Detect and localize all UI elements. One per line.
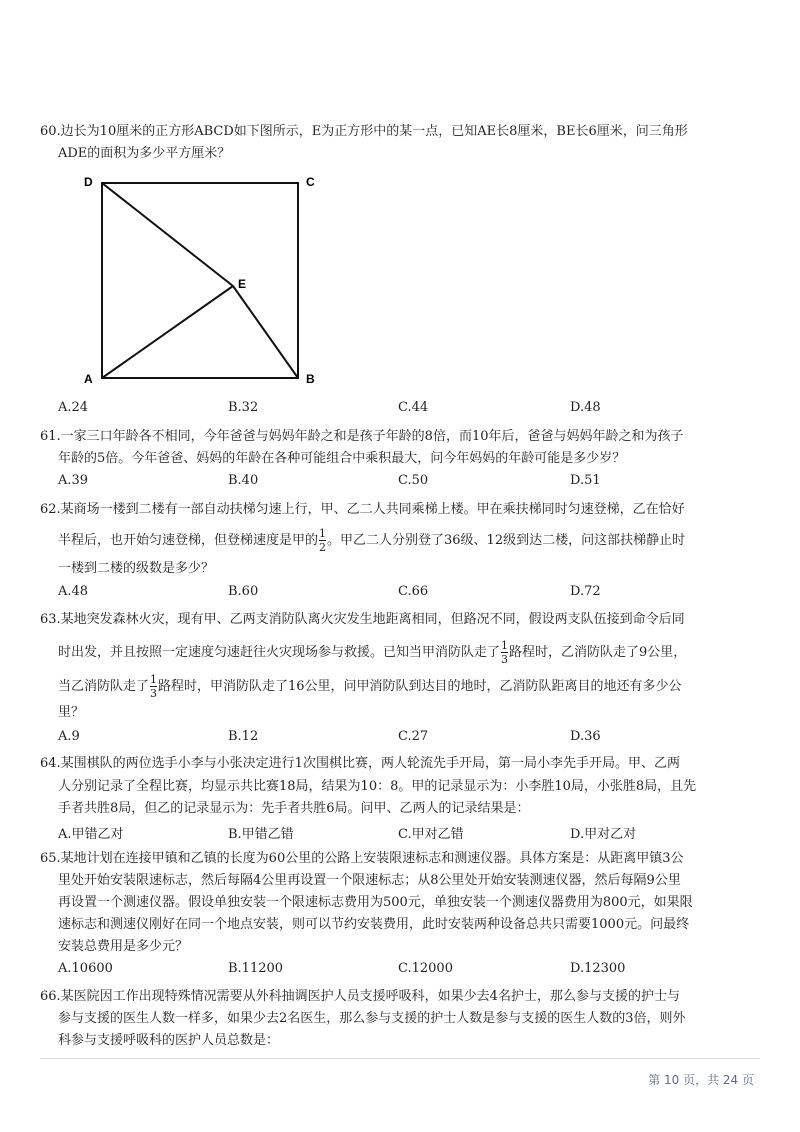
- q66-text-line3: 科参与支援呼吸科的医护人员总数是：: [58, 1033, 280, 1048]
- q65-text-line5: 安装总费用是多少元？: [58, 939, 189, 954]
- q60-option-c[interactable]: C.44: [398, 400, 429, 415]
- q64-option-b[interactable]: B.甲错乙错: [228, 827, 294, 842]
- q64-option-a[interactable]: A.甲错乙对: [58, 827, 124, 842]
- square-outline: [102, 183, 298, 378]
- vertex-b-label: B: [306, 372, 315, 386]
- segment-de: [102, 183, 233, 286]
- q63-text-line3: [58, 674, 682, 700]
- q62-text-line2b: 。甲乙二人分别登了36级、12级到达二楼，问这部扶梯静止时: [327, 533, 686, 548]
- q62-option-c[interactable]: C.66: [398, 584, 429, 599]
- q62-option-b[interactable]: B.60: [228, 584, 259, 599]
- q62-option-d[interactable]: D.72: [570, 584, 601, 599]
- q60-option-b[interactable]: B.32: [228, 400, 259, 415]
- fraction-numerator: 1: [319, 527, 327, 540]
- q62-text-line2: [58, 528, 685, 554]
- q62-text-line1: 62.某商场一楼到二楼有一部自动扶梯匀速上行，甲、乙二人共同乘梯上楼。甲在乘扶梯同时匀速登梯，乙在恰好: [40, 502, 685, 517]
- q65-option-a[interactable]: A.10600: [58, 961, 113, 976]
- q63-text-line1: 63.某地突发森林火灾，现有甲、乙两支消防队离火灾发生地距离相同，但路况不同，假设两支队伍接到命令后同: [40, 612, 685, 627]
- q62-option-a[interactable]: A.48: [58, 584, 89, 599]
- segment-be: [233, 286, 298, 378]
- q64-text-line1: 64.某围棋队的两位选手小李与小张决定进行1次围棋比赛，两人轮流先手开局，第一局小李先手开局。甲、乙两: [40, 756, 680, 771]
- q63-options: [58, 729, 758, 749]
- q60-text-line2: ADE的面积为多少平方厘米？: [58, 146, 231, 161]
- fraction-numerator: 1: [501, 639, 509, 652]
- vertex-a-label: A: [84, 372, 93, 386]
- q61-option-c[interactable]: C.50: [398, 473, 429, 488]
- fraction-one-third: [150, 674, 157, 699]
- fraction-one-third: [501, 640, 508, 665]
- q64-text-line3: 手者共胜8局，但乙的记录显示为：先手者共胜6局。问甲、乙两人的记录结果是：: [58, 801, 530, 816]
- q64-option-d[interactable]: D.甲对乙对: [570, 827, 637, 842]
- q65-text-line2: 里处开始安装限速标志，然后每隔4公里再设置一个限速标志；从8公里处开始安装测速仪器，然后每隔9公里: [58, 873, 681, 888]
- fraction-numerator: 1: [150, 673, 158, 686]
- segment-ae: [102, 286, 233, 378]
- q65-option-d[interactable]: D.12300: [570, 961, 626, 976]
- fraction-denominator: 3: [150, 687, 158, 700]
- q60-options: [58, 400, 758, 420]
- q62-options: [58, 584, 758, 604]
- page-number: 第 10 页，共 24 页: [648, 1073, 754, 1087]
- q63-text-line3b: 路程时，甲消防队走了16公里，问甲消防队到达目的地时，乙消防队距离目的地还有多少公: [158, 679, 682, 694]
- fraction-denominator: 3: [501, 653, 509, 666]
- fraction-denominator: 2: [319, 541, 327, 554]
- q63-option-d[interactable]: D.36: [570, 729, 601, 744]
- q63-option-a[interactable]: A.9: [58, 729, 80, 744]
- q61-text-line1: 61.一家三口年龄各不相同，今年爸爸与妈妈年龄之和是孩子年龄的8倍，而10年后，爸爸与妈妈年龄之和为孩子: [40, 429, 684, 444]
- q60-text-line1: 60.边长为10厘米的正方形ABCD如下图所示，E为正方形中的某一点，已知AE长8厘米，BE长6厘米，问三角形: [40, 124, 688, 139]
- q60-option-a[interactable]: A.24: [58, 400, 89, 415]
- q65-text-line1: 65.某地计划在连接甲镇和乙镇的长度为60公里的公路上安装限速标志和测速仪器。具体方案是：从距离甲镇3公: [40, 851, 684, 866]
- q64-text-line2: 人分别记录了全程比赛，均显示共比赛18局，结果为10：8。甲的记录显示为：小李胜10局，小张胜8局，且先: [58, 779, 697, 794]
- q66-text-line1: 66.某医院因工作出现特殊情况需要从外科抽调医护人员支援呼吸科，如果少去4名护士，那么参与支援的护士与: [40, 989, 680, 1004]
- q63-text-line2: [58, 640, 686, 666]
- vertex-d-label: D: [84, 175, 93, 189]
- q61-option-b[interactable]: B.40: [228, 473, 259, 488]
- q61-options: [58, 473, 758, 493]
- q65-option-b[interactable]: B.11200: [228, 961, 284, 976]
- q61-text-line2: 年龄的5倍。今年爸爸、妈妈的年龄在各种可能组合中乘积最大，问今年妈妈的年龄可能是多少岁？: [58, 451, 626, 466]
- q63-option-b[interactable]: B.12: [228, 729, 259, 744]
- vertex-c-label: C: [306, 175, 315, 189]
- q63-text-line3a: 当乙消防队走了: [58, 679, 150, 694]
- q64-option-c[interactable]: C.甲对乙错: [398, 827, 464, 842]
- q65-option-c[interactable]: C.12000: [398, 961, 453, 976]
- q63-text-line2b: 路程时，乙消防队走了9公里，: [509, 645, 687, 660]
- q61-option-d[interactable]: D.51: [570, 473, 601, 488]
- q66-text-line2: 参与支援的医生人数一样多，如果少去2名医生，那么参与支援的护士人数是参与支援的医生人数的3倍，则外: [58, 1011, 686, 1026]
- square-abcd-figure: [76, 172, 316, 392]
- q61-option-a[interactable]: A.39: [58, 473, 89, 488]
- point-e-label: E: [238, 277, 247, 291]
- q63-option-c[interactable]: C.27: [398, 729, 429, 744]
- q65-text-line4: 速标志和测速仪刚好在同一个地点安装，则可以节约安装费用，此时安装两种设备总共只需要1000元。问最终: [58, 917, 690, 932]
- q65-text-line3: 再设置一个测速仪器。假设单独安装一个限速标志费用为500元，单独安装一个测速仪器费用为800元，如果限: [58, 895, 693, 910]
- q60-option-d[interactable]: D.48: [570, 400, 601, 415]
- q62-text-line2a: 半程后，也开始匀速登梯，但登梯速度是甲的: [58, 533, 319, 548]
- fraction-one-half: [319, 528, 326, 553]
- footer-divider: [40, 1058, 760, 1059]
- q63-text-line2a: 时出发，并且按照一定速度匀速赶往火灾现场参与救援。已知当甲消防队走了: [58, 645, 501, 660]
- q63-text-line4: 里？: [58, 705, 85, 720]
- q64-options: [58, 823, 758, 843]
- q62-text-line3: 一楼到二楼的级数是多少？: [58, 561, 215, 576]
- q65-options: [58, 961, 758, 981]
